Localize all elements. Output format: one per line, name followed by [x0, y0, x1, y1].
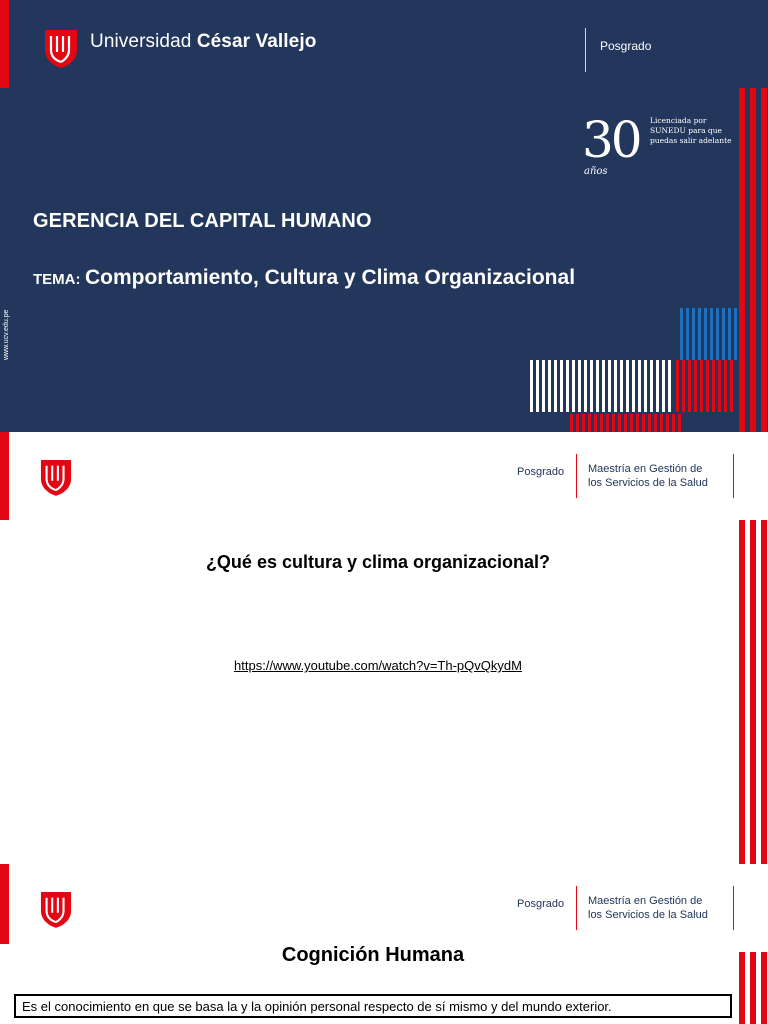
- content-slide-cultura: [0, 432, 768, 864]
- posgrado-label: Posgrado: [600, 39, 652, 53]
- white-barcode-decoration: [530, 360, 675, 412]
- header-divider: [585, 28, 586, 72]
- licensed-text: Licenciada por SUNEDU para que puedas salir adelante: [650, 116, 732, 145]
- program-name-line1: Maestría en Gestión de: [588, 463, 703, 475]
- content-slide-cognicion: [0, 864, 768, 1024]
- header-divider-right: [733, 454, 734, 498]
- definition-box: Es el conocimiento en que se basa la y la opinión personal respecto de sí mismo y del mundo exterior.: [14, 994, 732, 1018]
- program-name-line1: Maestría en Gestión de: [588, 895, 703, 907]
- header-divider: [576, 886, 577, 930]
- topic-label: TEMA:: [33, 271, 81, 288]
- red-stripes-decoration: [739, 520, 768, 864]
- program-name: [588, 894, 708, 922]
- ucv-shield-logo-icon: [40, 890, 72, 928]
- red-stripes-decoration: [739, 952, 768, 1024]
- course-title: GERENCIA DEL CAPITAL HUMANO: [33, 210, 372, 232]
- ucv-shield-logo-icon: [40, 458, 72, 496]
- anniversary-number: 30: [582, 111, 640, 169]
- red-accent-bar: [0, 0, 9, 88]
- program-name-line2: los Servicios de la Salud: [588, 477, 708, 489]
- anniversary-word: años: [584, 166, 608, 177]
- program-name-line2: los Servicios de la Salud: [588, 909, 708, 921]
- red-accent-bar: [0, 432, 9, 520]
- ucv-shield-logo-icon: [44, 28, 78, 68]
- header-divider-right: [733, 886, 734, 930]
- website-url: www.ucv.edu.pe: [3, 309, 10, 360]
- header-divider: [576, 454, 577, 498]
- posgrado-label: Posgrado: [517, 466, 565, 478]
- topic-text: Comportamiento, Cultura y Clima Organizacional: [84, 266, 576, 289]
- slide-heading: ¿Qué es cultura y clima organizacional?: [205, 552, 551, 572]
- topic-line: [33, 266, 575, 290]
- red-stripes-decoration: [739, 88, 768, 432]
- blue-barcode-decoration: [680, 308, 738, 360]
- posgrado-label: Posgrado: [517, 898, 565, 910]
- program-name: [588, 462, 708, 490]
- red-barcode-bottom-decoration: [570, 414, 685, 432]
- red-barcode-decoration: [676, 360, 738, 412]
- slide-heading: Cognición Humana: [281, 944, 465, 966]
- red-accent-bar: [0, 864, 9, 944]
- youtube-link[interactable]: https://www.youtube.com/watch?v=Th-pQvQkydM: [234, 658, 522, 673]
- university-name: Universidad César Vallejo: [90, 31, 317, 52]
- title-slide: [0, 0, 768, 432]
